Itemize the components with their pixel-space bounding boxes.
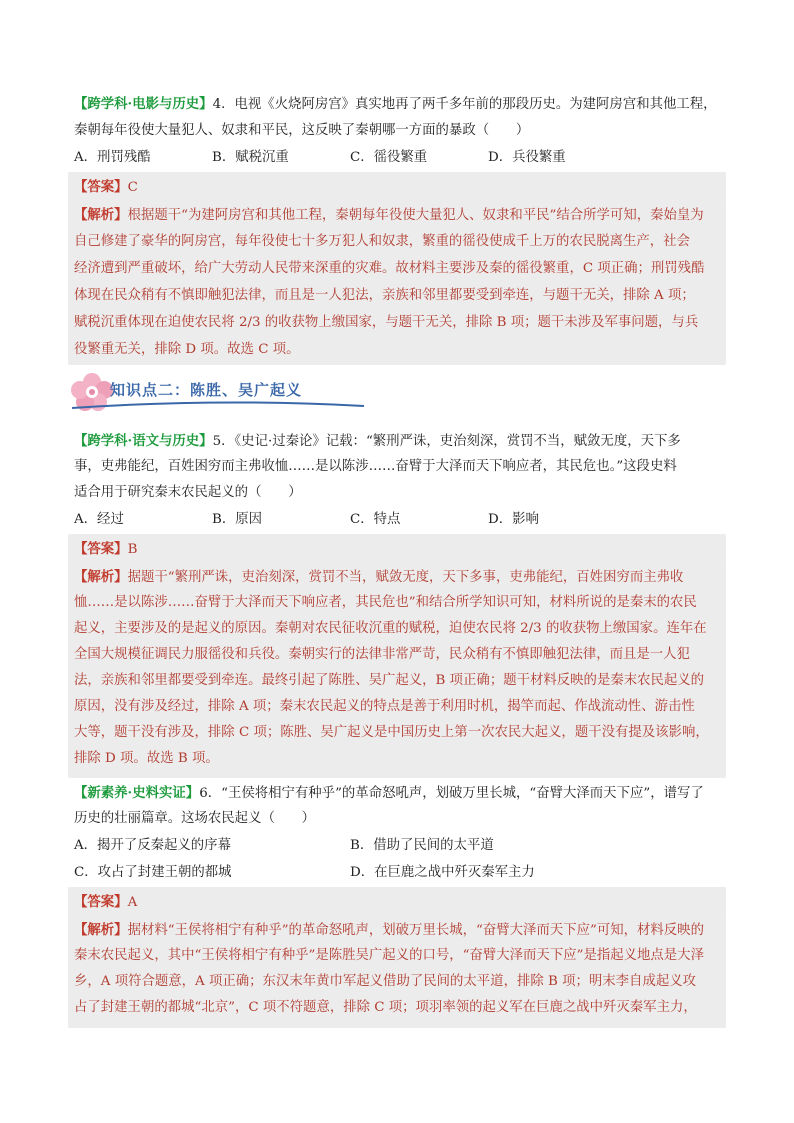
q4-answer-value: C [127,180,138,195]
q6-option-c: C．攻占了封建王朝的都城 [74,865,232,880]
q5-stem-line-1 [74,428,724,455]
knowledge-point-title: 知识点二：陈胜、吴广起义 [110,381,303,399]
q5-analysis-line-6: 原因，没有涉及经过，排除 A 项；秦末农民起义的特点是善于利用时机，揭竿而起、作战流动性、游击性 [74,699,695,714]
q6-answer-value: A [127,895,138,910]
q4-analysis-line-1: 【解析】根据题干“为建阿房宫和其他工程，秦朝每年役使大量犯人、奴隶和平民”结合所学可知，秦始皇为 [74,207,704,223]
q5-stem-text-1: 5．《史记·过秦论》记载：“繁刑严诛，吏治刻深，赏罚不当，赋敛无度，天下多 [212,434,681,449]
q4-stem-line-2: 秦朝每年役使大量犯人、奴隶和平民，这反映了秦朝哪一方面的暴政（ ） [74,123,530,138]
q5-analysis-line-8: 排除 D 项。故选 B 项。 [74,751,219,766]
q6-stem-line-2: 历史的壮丽篇章。这场农民起义（ ） [74,811,316,826]
q5-answer-label: 【答案】 [74,541,128,557]
q4-option-d: D．兵役繁重 [488,150,566,165]
q5-analysis-line-1: 【解析】据题干“繁刑严诛，吏治刻深，赏罚不当，赋敛无度，天下多事，吏弗能纪，百姓困穷而主弗收 [74,569,684,585]
q5-answer [74,536,724,563]
q6-option-d: D．在巨鹿之战中歼灭秦军主力 [350,865,535,880]
q5-option-b: B．原因 [212,512,263,527]
q5-tag: 【跨学科·语文与历史】 [74,433,213,449]
q5-analysis-line-7: 大等，题干没有涉及，排除 C 项；陈胜、吴广起义是中国历史上第一次农民大起义，题干没有提及该影响， [74,725,709,740]
q5-analysis-line-5: 法，亲族和邻里都要受到牵连。最终引起了陈胜、吴广起义，B 项正确；题干材料反映的是秦末农民起义的 [74,673,705,688]
q4-stem-line-1 [74,91,724,118]
q4-tag: 【跨学科·电影与历史】 [74,96,213,112]
q4-option-c: C．徭役繁重 [350,150,428,165]
q5-option-a: A．经过 [74,512,124,527]
q5-stem-line-2: 事，吏弗能纪，百姓困穷而主弗收恤……是以陈涉……奋臂于大泽而天下响应者，其民危也。”这段史料 [74,459,677,474]
q4-analysis-line-4: 体现在民众稍有不慎即触犯法律，而且是一人犯法，亲族和邻里都要受到牵连，与题干无关，排除 A 项； [74,288,695,303]
q6-analysis-line-3: 乡，A 项符合题意，A 项正确；东汉末年黄巾军起义借助了民间的太平道，排除 B 项；明末李自成起义攻 [74,974,697,989]
q5-option-d: D．影响 [488,512,539,527]
q5-analysis-line-2: 恤……是以陈涉……奋臂于大泽而天下响应者，其民危也”和结合所学知识可知，材料所说的是秦末的农民 [74,595,697,610]
q5-stem-line-3: 适合用于研究秦末农民起义的（ ） [74,485,302,500]
q6-analysis-line-4: 占了封建王朝的都城“北京”，C 项不符题意，排除 C 项；项羽率领的起义军在巨鹿之战中歼灭秦军主力， [74,1000,697,1015]
banner-underline [72,402,364,408]
q5-option-c: C．特点 [350,512,401,527]
q5-answer-value: B [127,542,138,557]
q5-analysis-line-3: 起义，主要涉及的是起义的原因。秦朝对农民征收沉重的赋税，迫使农民将 2/3 的收获物上缴国家。连年在 [74,621,707,636]
q5-analysis-label: 【解析】 [74,569,128,585]
q6-option-b: B．借助了民间的太平道 [350,838,494,853]
q4-analysis-line-6: 役繁重无关，排除 D 项。故选 C 项。 [74,342,300,357]
q4-answer-label: 【答案】 [74,179,128,195]
q6-option-a: A．揭开了反秦起义的序幕 [74,838,231,853]
q4-analysis-line-3: 经济遭到严重破坏，给广大劳动人民带来深重的灾难。故材料主要涉及秦的徭役繁重，C 项正确；刑罚残酷 [74,261,705,276]
q4-option-a: A．刑罚残酷 [74,150,151,165]
q6-stem-text-1: 6．“王侯将相宁有种乎”的革命怒吼声，划破万里长城，“奋臂大泽而天下应”，谱写了 [199,786,704,801]
q6-analysis-line-1: 【解析】据材料“王侯将相宁有种乎”的革命怒吼声，划破万里长城，“奋臂大泽而天下应”可知，材料反映的 [74,922,704,938]
q6-analysis-line-2: 秦末农民起义，其中“王侯将相宁有种乎”是陈胜吴广起义的口号，“奋臂大泽而天下应”是指起义地点是大泽 [74,948,704,963]
q4-analysis-label: 【解析】 [74,207,128,223]
q6-stem-line-1 [74,780,724,807]
q4-stem-text-1: 4．电视《火烧阿房宫》真实地再了两千多年前的那段历史。为建阿房宫和其他工程， [212,97,717,112]
q4-option-b: B．赋税沉重 [212,150,289,165]
q6-answer-label: 【答案】 [74,894,128,910]
q6-answer [74,889,724,916]
q4-analysis-line-5: 赋税沉重体现在迫使农民将 2/3 的收获物上缴国家，与题干无关，排除 B 项；题干未涉及军事问题，与兵 [74,315,699,330]
q4-analysis-line-2: 自己修建了豪华的阿房宫，每年役使七十多万犯人和奴隶，繁重的徭役使成千上万的农民脱离生产，社会 [74,234,690,249]
q6-analysis-label: 【解析】 [74,922,128,938]
q5-analysis-line-4: 全国大规模征调民力服徭役和兵役。秦朝实行的法律非常严苛，民众稍有不慎即触犯法律，而且是一人犯 [74,647,690,662]
q6-tag: 【新素养·史料实证】 [74,785,200,801]
q4-answer [74,174,724,201]
